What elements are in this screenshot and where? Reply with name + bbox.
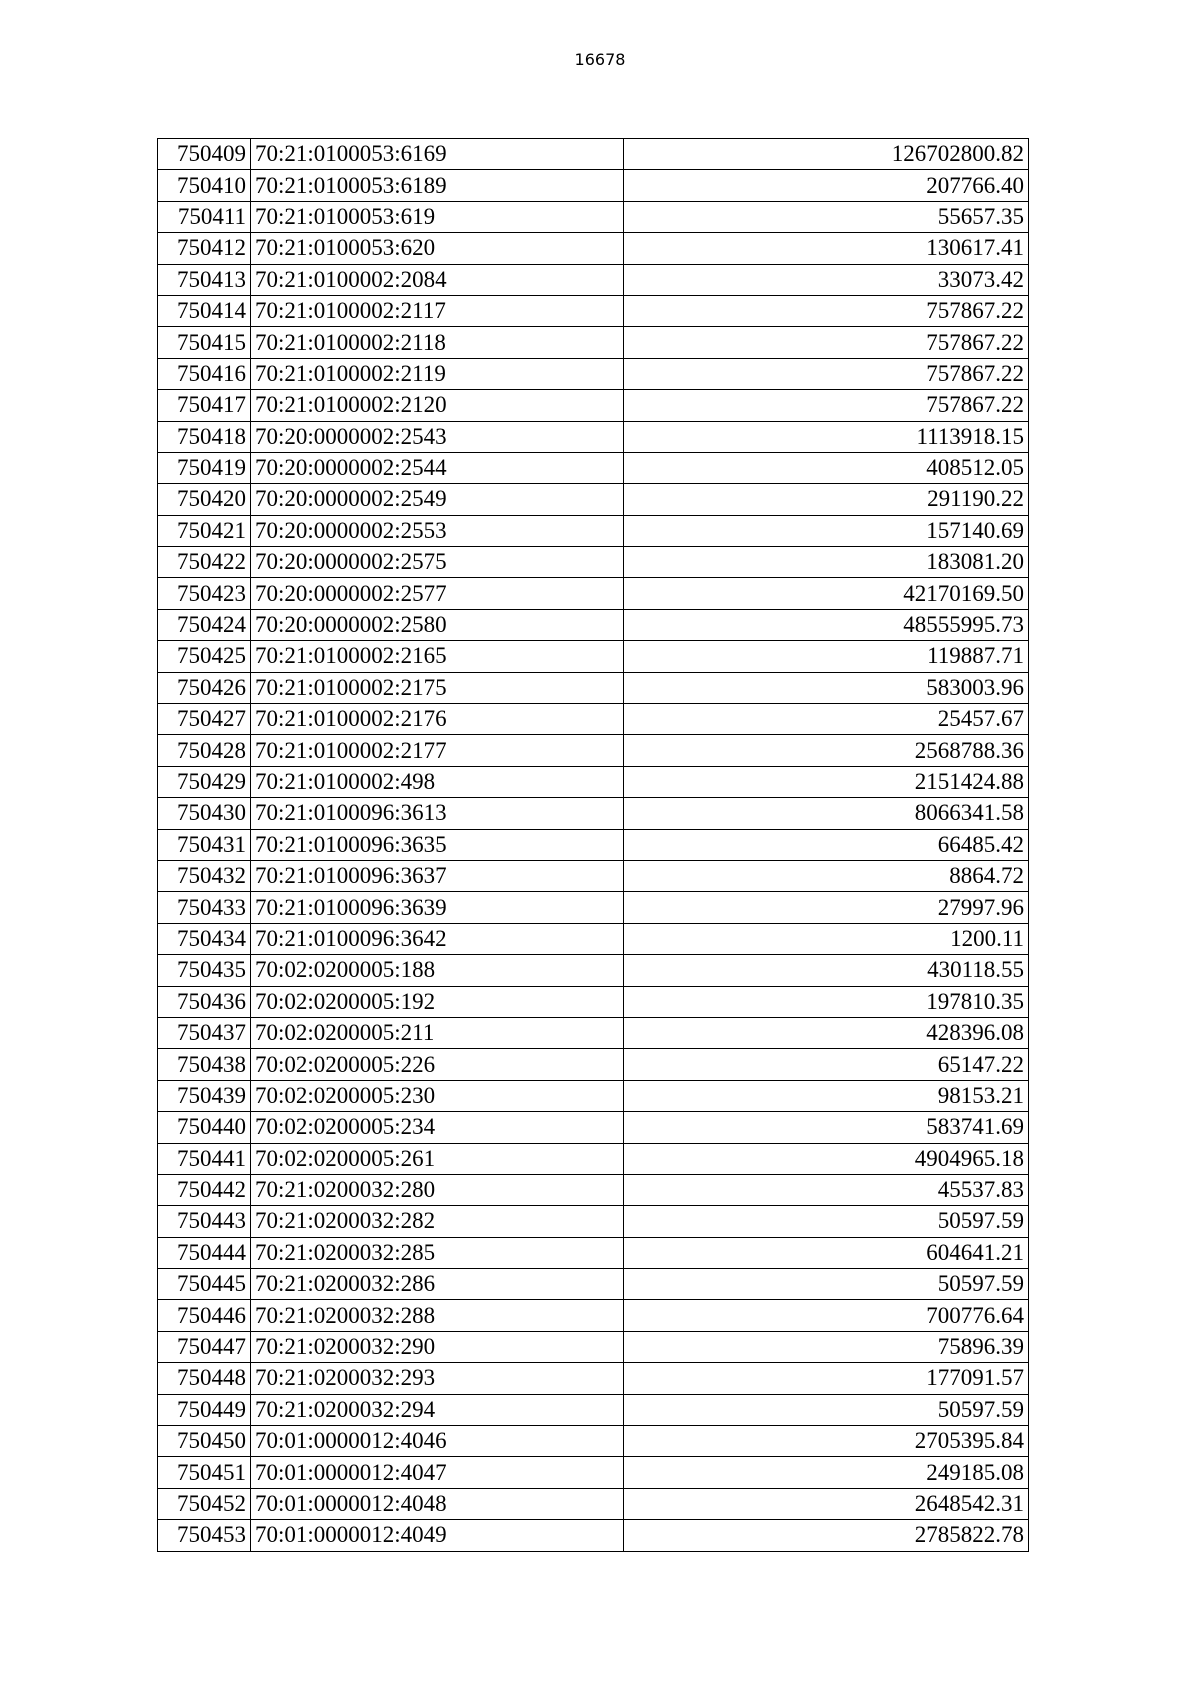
- cadastral-number-cell: 70:21:0100096:3613: [251, 798, 624, 829]
- value-cell: 33073.42: [624, 264, 1029, 295]
- value-cell: 75896.39: [624, 1331, 1029, 1362]
- row-number-cell: 750423: [158, 578, 251, 609]
- value-cell: 700776.64: [624, 1300, 1029, 1331]
- cadastral-number-cell: 70:21:0200032:288: [251, 1300, 624, 1331]
- row-number-cell: 750440: [158, 1112, 251, 1143]
- cadastral-number-cell: 70:21:0100096:3637: [251, 860, 624, 891]
- row-number-cell: 750445: [158, 1269, 251, 1300]
- value-cell: 66485.42: [624, 829, 1029, 860]
- row-number-cell: 750436: [158, 986, 251, 1017]
- row-number-cell: 750427: [158, 704, 251, 735]
- table-row: [158, 923, 1029, 954]
- row-number-cell: 750442: [158, 1174, 251, 1205]
- row-number-cell: 750415: [158, 327, 251, 358]
- table-row: [158, 1300, 1029, 1331]
- value-cell: 1200.11: [624, 923, 1029, 954]
- table-row: [158, 1457, 1029, 1488]
- cadastral-number-cell: 70:02:0200005:234: [251, 1112, 624, 1143]
- row-number-cell: 750438: [158, 1049, 251, 1080]
- cadastral-number-cell: 70:21:0100053:6169: [251, 139, 624, 170]
- table-row: [158, 358, 1029, 389]
- row-number-cell: 750451: [158, 1457, 251, 1488]
- cadastral-number-cell: 70:21:0200032:293: [251, 1363, 624, 1394]
- table-row: [158, 1049, 1029, 1080]
- row-number-cell: 750426: [158, 672, 251, 703]
- cadastral-number-cell: 70:21:0100096:3642: [251, 923, 624, 954]
- table-row: [158, 1112, 1029, 1143]
- row-number-cell: 750410: [158, 170, 251, 201]
- row-number-cell: 750441: [158, 1143, 251, 1174]
- cadastral-number-cell: 70:21:0200032:286: [251, 1269, 624, 1300]
- value-cell: 130617.41: [624, 233, 1029, 264]
- value-cell: 408512.05: [624, 452, 1029, 483]
- row-number-cell: 750452: [158, 1488, 251, 1519]
- cadastral-number-cell: 70:02:0200005:261: [251, 1143, 624, 1174]
- value-cell: 757867.22: [624, 390, 1029, 421]
- table-row: [158, 955, 1029, 986]
- cadastral-number-cell: 70:21:0100002:2120: [251, 390, 624, 421]
- value-cell: 583741.69: [624, 1112, 1029, 1143]
- row-number-cell: 750411: [158, 201, 251, 232]
- value-cell: 757867.22: [624, 295, 1029, 326]
- cadastral-number-cell: 70:21:0100002:2165: [251, 641, 624, 672]
- cadastral-number-cell: 70:21:0100096:3639: [251, 892, 624, 923]
- value-cell: 1113918.15: [624, 421, 1029, 452]
- table-row: [158, 201, 1029, 232]
- table-row: [158, 1237, 1029, 1268]
- value-cell: 8864.72: [624, 860, 1029, 891]
- row-number-cell: 750424: [158, 609, 251, 640]
- cadastral-number-cell: 70:01:0000012:4047: [251, 1457, 624, 1488]
- row-number-cell: 750414: [158, 295, 251, 326]
- table-row: [158, 1331, 1029, 1362]
- table-row: [158, 484, 1029, 515]
- row-number-cell: 750420: [158, 484, 251, 515]
- cadastral-number-cell: 70:02:0200005:188: [251, 955, 624, 986]
- row-number-cell: 750432: [158, 860, 251, 891]
- table-row: [158, 233, 1029, 264]
- table-row: [158, 264, 1029, 295]
- value-cell: 50597.59: [624, 1394, 1029, 1425]
- cadastral-number-cell: 70:20:0000002:2544: [251, 452, 624, 483]
- value-cell: 55657.35: [624, 201, 1029, 232]
- table-row: [158, 892, 1029, 923]
- cadastral-number-cell: 70:21:0100053:6189: [251, 170, 624, 201]
- value-cell: 8066341.58: [624, 798, 1029, 829]
- value-cell: 48555995.73: [624, 609, 1029, 640]
- table-row: [158, 170, 1029, 201]
- row-number-cell: 750453: [158, 1520, 251, 1551]
- row-number-cell: 750447: [158, 1331, 251, 1362]
- table-row: [158, 1143, 1029, 1174]
- table-row: [158, 735, 1029, 766]
- table-row: [158, 390, 1029, 421]
- row-number-cell: 750450: [158, 1426, 251, 1457]
- table-row: [158, 672, 1029, 703]
- row-number-cell: 750430: [158, 798, 251, 829]
- table-row: [158, 547, 1029, 578]
- cadastral-number-cell: 70:21:0200032:285: [251, 1237, 624, 1268]
- row-number-cell: 750434: [158, 923, 251, 954]
- value-cell: 42170169.50: [624, 578, 1029, 609]
- cadastral-number-cell: 70:20:0000002:2553: [251, 515, 624, 546]
- table-row: [158, 327, 1029, 358]
- cadastral-number-cell: 70:21:0100002:498: [251, 766, 624, 797]
- cadastral-number-cell: 70:20:0000002:2549: [251, 484, 624, 515]
- value-cell: 207766.40: [624, 170, 1029, 201]
- row-number-cell: 750449: [158, 1394, 251, 1425]
- row-number-cell: 750425: [158, 641, 251, 672]
- value-cell: 157140.69: [624, 515, 1029, 546]
- table-row: [158, 1488, 1029, 1519]
- value-cell: 249185.08: [624, 1457, 1029, 1488]
- cadastral-number-cell: 70:21:0100002:2118: [251, 327, 624, 358]
- value-cell: 4904965.18: [624, 1143, 1029, 1174]
- row-number-cell: 750416: [158, 358, 251, 389]
- row-number-cell: 750446: [158, 1300, 251, 1331]
- cadastral-number-cell: 70:02:0200005:230: [251, 1080, 624, 1111]
- value-cell: 126702800.82: [624, 139, 1029, 170]
- cadastral-number-cell: 70:20:0000002:2543: [251, 421, 624, 452]
- value-cell: 604641.21: [624, 1237, 1029, 1268]
- cadastral-number-cell: 70:21:0200032:294: [251, 1394, 624, 1425]
- table-row: [158, 766, 1029, 797]
- value-cell: 430118.55: [624, 955, 1029, 986]
- row-number-cell: 750419: [158, 452, 251, 483]
- cadastral-number-cell: 70:02:0200005:211: [251, 1017, 624, 1048]
- value-cell: 65147.22: [624, 1049, 1029, 1080]
- page-number: 16678: [574, 50, 626, 69]
- table-row: [158, 986, 1029, 1017]
- table-row: [158, 860, 1029, 891]
- table-row: [158, 452, 1029, 483]
- value-cell: 2568788.36: [624, 735, 1029, 766]
- row-number-cell: 750433: [158, 892, 251, 923]
- cadastral-number-cell: 70:21:0200032:282: [251, 1206, 624, 1237]
- table-row: [158, 1394, 1029, 1425]
- cadastral-number-cell: 70:21:0100053:619: [251, 201, 624, 232]
- table-row: [158, 1206, 1029, 1237]
- row-number-cell: 750417: [158, 390, 251, 421]
- table-row: [158, 829, 1029, 860]
- cadastral-number-cell: 70:21:0100002:2176: [251, 704, 624, 735]
- value-cell: 757867.22: [624, 327, 1029, 358]
- cadastral-number-cell: 70:21:0100002:2175: [251, 672, 624, 703]
- table-row: [158, 295, 1029, 326]
- table-row: [158, 515, 1029, 546]
- row-number-cell: 750439: [158, 1080, 251, 1111]
- row-number-cell: 750448: [158, 1363, 251, 1394]
- row-number-cell: 750437: [158, 1017, 251, 1048]
- row-number-cell: 750431: [158, 829, 251, 860]
- table-row: [158, 1174, 1029, 1205]
- value-cell: 2705395.84: [624, 1426, 1029, 1457]
- row-number-cell: 750409: [158, 139, 251, 170]
- row-number-cell: 750428: [158, 735, 251, 766]
- cadastral-number-cell: 70:21:0100002:2119: [251, 358, 624, 389]
- cadastral-number-cell: 70:21:0200032:280: [251, 1174, 624, 1205]
- value-cell: 291190.22: [624, 484, 1029, 515]
- table-row: [158, 798, 1029, 829]
- row-number-cell: 750429: [158, 766, 251, 797]
- table-row: [158, 1269, 1029, 1300]
- table-row: [158, 1080, 1029, 1111]
- table-row: [158, 704, 1029, 735]
- table-body: [158, 139, 1029, 1552]
- table-row: [158, 421, 1029, 452]
- cadastral-number-cell: 70:21:0100096:3635: [251, 829, 624, 860]
- cadastral-number-cell: 70:21:0200032:290: [251, 1331, 624, 1362]
- table-row: [158, 1520, 1029, 1551]
- cadastral-number-cell: 70:01:0000012:4048: [251, 1488, 624, 1519]
- cadastral-number-cell: 70:02:0200005:226: [251, 1049, 624, 1080]
- table-row: [158, 609, 1029, 640]
- cadastral-number-cell: 70:20:0000002:2580: [251, 609, 624, 640]
- value-cell: 119887.71: [624, 641, 1029, 672]
- cadastral-number-cell: 70:21:0100053:620: [251, 233, 624, 264]
- cadastral-number-cell: 70:21:0100002:2177: [251, 735, 624, 766]
- cadastral-number-cell: 70:21:0100002:2117: [251, 295, 624, 326]
- cadastral-number-cell: 70:20:0000002:2577: [251, 578, 624, 609]
- row-number-cell: 750418: [158, 421, 251, 452]
- value-cell: 757867.22: [624, 358, 1029, 389]
- value-cell: 45537.83: [624, 1174, 1029, 1205]
- cadastral-number-cell: 70:21:0100002:2084: [251, 264, 624, 295]
- value-cell: 183081.20: [624, 547, 1029, 578]
- value-cell: 2151424.88: [624, 766, 1029, 797]
- cadastral-number-cell: 70:20:0000002:2575: [251, 547, 624, 578]
- table-row: [158, 578, 1029, 609]
- table-row: [158, 1017, 1029, 1048]
- cadastral-number-cell: 70:01:0000012:4046: [251, 1426, 624, 1457]
- row-number-cell: 750422: [158, 547, 251, 578]
- table-row: [158, 1363, 1029, 1394]
- value-cell: 98153.21: [624, 1080, 1029, 1111]
- value-cell: 2785822.78: [624, 1520, 1029, 1551]
- cadastral-number-cell: 70:01:0000012:4049: [251, 1520, 624, 1551]
- row-number-cell: 750443: [158, 1206, 251, 1237]
- row-number-cell: 750413: [158, 264, 251, 295]
- row-number-cell: 750421: [158, 515, 251, 546]
- value-cell: 428396.08: [624, 1017, 1029, 1048]
- table-row: [158, 641, 1029, 672]
- value-cell: 583003.96: [624, 672, 1029, 703]
- value-cell: 25457.67: [624, 704, 1029, 735]
- table-row: [158, 139, 1029, 170]
- value-cell: 50597.59: [624, 1269, 1029, 1300]
- value-cell: 50597.59: [624, 1206, 1029, 1237]
- value-cell: 197810.35: [624, 986, 1029, 1017]
- value-cell: 2648542.31: [624, 1488, 1029, 1519]
- value-cell: 27997.96: [624, 892, 1029, 923]
- row-number-cell: 750444: [158, 1237, 251, 1268]
- cadastral-value-table: [157, 138, 1029, 1552]
- row-number-cell: 750435: [158, 955, 251, 986]
- cadastral-number-cell: 70:02:0200005:192: [251, 986, 624, 1017]
- value-cell: 177091.57: [624, 1363, 1029, 1394]
- table-row: [158, 1426, 1029, 1457]
- row-number-cell: 750412: [158, 233, 251, 264]
